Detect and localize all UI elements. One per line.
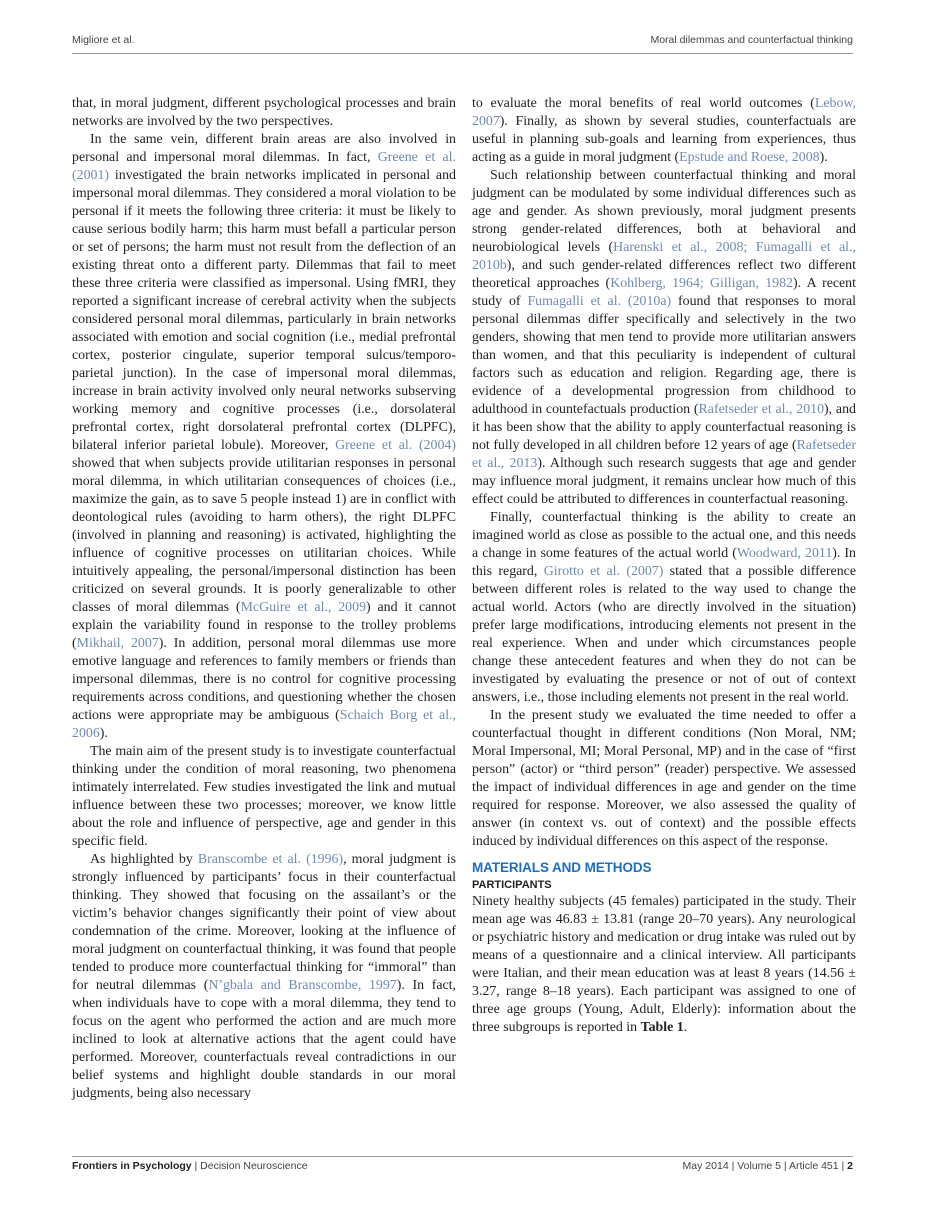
body-text: As highlighted by xyxy=(90,852,198,867)
citation-link[interactable]: Fumagalli et al. (2010a) xyxy=(527,294,672,309)
body-text: Finally, counterfactual thinking is the ability to create an imagined world as close as possible to the actual one, and this needs a change in some features of the actual world ( xyxy=(472,510,856,561)
paragraph xyxy=(72,131,456,743)
footer-divider xyxy=(72,1156,853,1157)
citation-link[interactable]: Rafetseder et al., 2013 xyxy=(472,438,856,471)
body-text: ), and such gender-related differences reflect two different theoretical approaches ( xyxy=(472,258,856,291)
header-short-title: Moral dilemmas and counterfactual thinking xyxy=(650,34,853,46)
body-text: Such relationship between counterfactual thinking and moral judgment can be modulated by some individual differences such as age and gender. As shown previously, moral judgment presents strong gender-related differences, both at behavioral and neurobiological levels ( xyxy=(472,168,856,255)
body-text: , moral judgment is strongly influenced by participants’ focus in their counterfactual thinking. They showed that focusing on the assailant’s or the victim’s behavior changes significantly their point of view about condemnation of the crime. Moreover, looking at the influence of moral judgment on counterfactual thinking, it was found that people tended to produce more counterfactual thinking for “immoral” than for neutral dilemmas ( xyxy=(72,852,456,993)
body-text: ). In this regard, xyxy=(472,546,856,579)
paragraph xyxy=(472,509,856,707)
left-column xyxy=(72,95,456,1103)
page-number: 2 xyxy=(847,1160,853,1172)
footer-date-volume: May 2014 | Volume 5 | Article 451 | xyxy=(682,1160,848,1172)
citation-link[interactable]: Rafetseder et al., 2010 xyxy=(698,402,825,417)
running-footer xyxy=(72,1160,853,1172)
citation-link[interactable]: Kohlberg, 1964; Gilligan, 1982 xyxy=(610,276,793,291)
body-text: The main aim of the present study is to investigate counterfactual thinking under the condition of moral reasoning, two phenomena intimately interrelated. Few studies investigated the link and mutual influence between these two processes; moreover, we know little about the role and influence of perspective, age and gender in this specific field. xyxy=(72,744,456,849)
right-column-body xyxy=(472,95,856,851)
footer-journal: Frontiers in Psychology xyxy=(72,1160,192,1172)
citation-link[interactable]: Greene et al. (2004) xyxy=(335,438,456,453)
citation-link[interactable]: Mikhail, 2007 xyxy=(76,636,159,651)
footer-separator: | xyxy=(191,1160,201,1172)
paragraph xyxy=(472,707,856,851)
body-text: ). xyxy=(99,726,108,741)
table-reference: Table 1 xyxy=(640,1020,684,1035)
citation-link[interactable]: Branscombe et al. (1996) xyxy=(197,852,344,867)
citation-link[interactable]: McGuire et al., 2009 xyxy=(240,600,367,615)
body-text: ). Although such research suggests that age and gender may influence moral judgment, it remains unclear how much of this effect could be attributed to differences in counterfactual reasoning. xyxy=(472,456,856,507)
body-text: ). In addition, personal moral dilemmas use more emotive language and references to family members or friends than impersonal dilemmas, there is no control for cognitive processing requirements across conditions, and questioning whether the chosen actions were appropriate may be ambiguous ( xyxy=(72,636,456,723)
subsection-heading: PARTICIPANTS xyxy=(472,879,552,891)
body-text: ). Finally, as shown by several studies, counterfactuals are useful in planning sub-goals and learning from experiences, thus acting as a guide in moral judgment ( xyxy=(472,114,856,165)
body-text: found that responses to moral personal dilemmas differ specifically and selectively in the two genders, showing that men tend to provide more utilitarian answers than women, and that this peculiarity is independent of cultural factors such as education and religion. Regarding age, there is evidence of a developmental progression from childhood to adulthood in countefactuals production ( xyxy=(472,294,856,417)
body-text: ). xyxy=(819,150,828,165)
body-text: ). A recent study of xyxy=(472,276,856,309)
citation-link[interactable]: Lebow, 2007 xyxy=(472,96,856,129)
citation-link[interactable]: Greene et al. (2001) xyxy=(72,150,456,183)
body-text: ). In fact, when individuals have to cope with a moral dilemma, they tend to focus on the agent who performed the action and are much more inclined to look at alternative actions that the agent could have performed. Moreover, counterfactuals reveal contradictions in our belief systems and highlight double standards in our moral judgments, being also necessary xyxy=(72,978,456,1101)
citation-link[interactable]: Harenski et al., 2008; Fumagalli et al., 2010b xyxy=(472,240,856,273)
footer-section: Decision Neuroscience xyxy=(200,1160,308,1172)
participants-section xyxy=(472,893,856,1037)
paragraph xyxy=(472,95,856,167)
citation-link[interactable]: Epstude and Roese, 2008 xyxy=(679,150,820,165)
body-text: In the same vein, different brain areas are also involved in personal and impersonal moral dilemmas. In fact, xyxy=(72,132,456,165)
running-header xyxy=(72,34,853,46)
header-authors: Migliore et al. xyxy=(72,34,135,46)
citation-link[interactable]: N’gbala and Branscombe, 1997 xyxy=(208,978,397,993)
body-text: investigated the brain networks implicated in personal and impersonal moral dilemmas. They considered a moral violation to be personal if it meets the following three criteria: it must be likely to cause serious bodily harm; this harm must befall a particular person or set of persons; the harm must not result from the deflection of an existing threat onto a different party. Dilemmas that fail to meet these three criteria were classified as impersonal. Using fMRI, they reported a significant increase of cerebral activity when the subjects considered personal moral dilemmas, particularly in brain networks associated with emotion and social cognition (i.e., medial prefrontal cortex, posterior cingulate, superior temporal sulcus/temporo-parietal junction). In the case of impersonal moral dilemmas, increase in brain activity involved only neural networks subserving working memory and cognitive processes (i.e., dorsolateral prefrontal cortex, right dorsolateral prefrontal cortex (DLPFC), bilateral inferior parietal lobule). Moreover, xyxy=(72,168,456,453)
right-column xyxy=(472,95,856,1037)
body-text: stated that a possible difference between different roles is related to the way used to change the actual world. Actors (who are directly involved in the situation) prefer large modifications, introducing elements not present in the real experience. When and under which circumstances people change these antecedent features and when they do not can be investigated by evaluating the presence or not of out of context answers, i.e., those including elements not present in the real world. xyxy=(472,564,856,705)
body-text: In the present study we evaluated the time needed to offer a counterfactual thought in different conditions (Non Moral, NM; Moral Impersonal, MI; Moral Personal, MP) and in the case of “first person” (actor) or “third person” (reader) perspective. We assessed the impact of individual differences in age and gender on the time required for response. Moreover, we also assessed the quality of answer (in context vs. out of context) and the possible effects induced by individual differences on this aspect of the response. xyxy=(472,708,856,849)
citation-link[interactable]: Schaich Borg et al., 2006 xyxy=(72,708,456,741)
body-text: Ninety healthy subjects (45 females) participated in the study. Their mean age was 46.83 ± 13.81 (range 20–70 years). Any neurological or psychiatric history and medication or drug intake was ruled out by means of a questionnaire and a clinical interview. All participants were Italian, and their mean education was at least 8 years (14.56 ± 3.27, range 8–18 years). Each participant was assigned to one of three age groups (Young, Adult, Elderly): information about the three subgroups is reported in xyxy=(472,894,856,1035)
footer-issue-info xyxy=(683,1160,853,1172)
section-heading: MATERIALS AND METHODS xyxy=(472,860,652,875)
header-divider xyxy=(72,53,853,54)
paragraph xyxy=(72,851,456,1103)
paragraph xyxy=(472,893,856,1037)
paragraph xyxy=(72,743,456,851)
citation-link[interactable]: Woodward, 2011 xyxy=(736,546,833,561)
paragraph xyxy=(472,167,856,509)
body-text: showed that when subjects provide utilitarian responses in personal moral dilemma, in which utilitarian consequences of choices (i.e., maximize the gain, as to save 5 people instead 1) are in conflict with deontological rules (avoiding to harm others), the right DLPFC (involved in planning and reasoning) is activated, highlighting the influence of cognitive processes on utilitarian choices. While intuitively appealing, the personal/impersonal distinction has been criticized on several grounds. It is poorly generalizable to other classes of moral dilemmas ( xyxy=(72,456,456,615)
body-text: that, in moral judgment, different psychological processes and brain networks are involved by the two perspectives. xyxy=(72,96,456,129)
paragraph xyxy=(72,95,456,131)
body-text: ), and it has been show that the ability to apply counterfactual reasoning is not fully developed in all children before 12 years of age ( xyxy=(472,402,856,453)
body-text: to evaluate the moral benefits of real world outcomes ( xyxy=(472,96,815,111)
body-text: . xyxy=(683,1020,688,1035)
body-text: ) and it cannot explain the variability found in response to the trolley problems ( xyxy=(72,600,456,651)
citation-link[interactable]: Girotto et al. (2007) xyxy=(543,564,664,579)
